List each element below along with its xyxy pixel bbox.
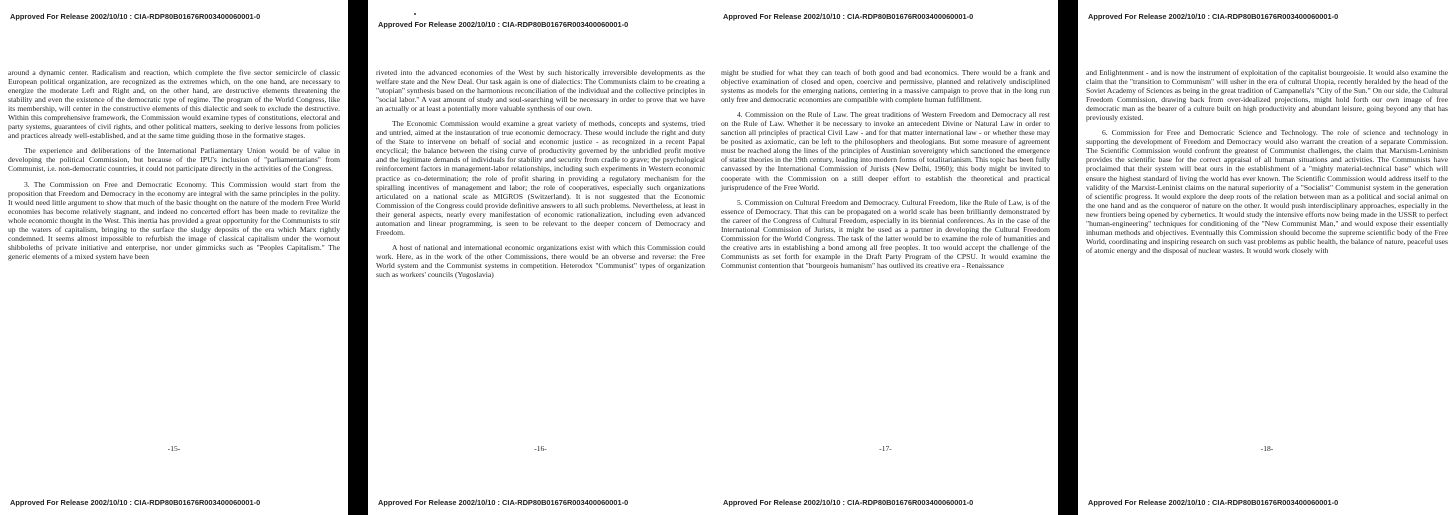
page-body	[8, 68, 340, 267]
document-page-18	[1078, 0, 1456, 515]
scan-speck	[414, 13, 416, 15]
release-footer: Approved For Release 2002/10/10 : CIA-RDP80B01676R003400060001-0	[1088, 498, 1339, 507]
paragraph: might be studied for what they can teach of both good and bad economics. There would be a frank and objective examination of closed and open, coercive and permissive, planned and relatively undisciplined systems as models for the emerging nations, centering in a massive campaign to prove that in the long run only free and democratic economies are compatible with complete human fulfillment.	[721, 68, 1050, 105]
paragraph: The Economic Commission would examine a great variety of methods, concepts and systems, tried and untried, aimed at the instauration of true economic democracy. These would include the right and duty of the State to intervene on behalf of social and economic justice - as recognized in a recent Papal encyclical; the balance between the rising curve of productivity governed by the unbridled profit motive and the legitimate demands of individuals for stability and security from cradle to grave; the psychological reinforcement factors in management-labor relationships, including such experiments in Western economic practice as co-determination; the role of profit sharing in providing a regulatory mechanism for the spiralling incentives of management and labor; the role of cooperatives, especially such organizations articulated on a national scale as MIGROS (Switzerland). It is not suggested that the Economic Commission of the Congress could provide definitive answers to all such problems. Nevertheless, at least in their general aspects, nearly every manifestation of economic rationalization, including even advanced automation and linear programming, is seen to be relevant to the deeper concern of Democracy and Freedom.	[376, 119, 705, 237]
release-footer: Approved For Release 2002/10/10 : CIA-RDP80B01676R003400060001-0	[10, 498, 261, 507]
paragraph: riveted into the advanced economies of the West by such historically irreversible developments as the welfare state and the New Deal. Our task again is one of dialectics: The Communists claim to be creating a "utopian" synthesis based on the harmonious reconciliation of the individual and the collective principles in "social labor." A vast amount of study and soul-searching will be necessary in order to prove that we have an actually or at least a potentially more valuable synthesis of our own.	[376, 68, 705, 114]
paragraph: 6. Commission for Free and Democratic Science and Technology. The role of science and technology in supporting the development of Freedom and Democracy would also warrant the creation of a separate Commission. The Scientific Commission would confront the greatest of Communist challenges, the claim that Marxism-Leninism provides the scientific base for the correct appraisal of all human situations and activities. The Communists have proclaimed that their system will beat ours in the establishment of a "mighty material-technical base" which will ensure the highest standard of living the world has ever known. The Scientific Commission would address itself to the validity of the Marxist-Leninist claims on the natural superiority of a "Socialist" Communist system in the generation of scientific progress. It would explore the deep roots of the relation between man as a political and social animal on the one hand and as the conqueror of nature on the other. It would push interdisciplinary approaches, especially in the new frontiers being opened by cybernetics. It would study the intensive efforts now being made in the USSR to perfect "human-engineering" techniques for conditioning of the "New Communist Man," and would expose their essentially inhuman methods and objectives. Eventually this Commission should become the supreme scientific body of the Free World, coordinating and inspiring research on such vast problems as public health, the balance of nature, peaceful uses of atomic energy and the disposal of nuclear wastes. It would work closely with	[1086, 128, 1448, 255]
release-header: Approved For Release 2002/10/10 : CIA-RDP80B01676R003400060001-0	[378, 20, 629, 29]
document-page-15	[0, 0, 348, 515]
page-body	[376, 68, 705, 285]
paragraph: 5. Commission on Cultural Freedom and Democracy. Cultural Freedom, like the Rule of Law, is of the essence of Democracy. That this can be propagated on a world scale has been brilliantly demonstrated by the career of the Congress of Cultural Freedom, especially in its biennial conferences. As in the case of the International Commission of Jurists, it might be used as a partner in developing the Cultural Freedom Commission for the World Congress. The task of the latter would be to examine the role of humanities and the creative arts in establishing a bond among all free peoples. It too would accept the challenge of the Communists as set forth for example in the Draft Party Program of the CPSU. It would examine the Communist contention that "bourgeois humanism" has outlived its creative era - Renaissance	[721, 197, 1050, 270]
page-gap	[348, 0, 368, 515]
page-number: -16-	[534, 444, 547, 453]
paragraph: and Enlightenment - and is now the instrument of exploitation of the capitalist bourgeoisie. It would also examine the claim that the "transition to Communism" will usher in the era of cultural Utopia, recently heralded by the head of the Soviet Academy of Sciences as being in the great tradition of Campanella's "City of the Sun." On our side, the Cultural Freedom Commission, drawing back from over-idealized projections, might hold forth our own image of free democratic man as the bearer of a culture built on high productivity and abundant leisure, going beyond any that has previously existed.	[1086, 68, 1448, 123]
release-header: Approved For Release 2002/10/10 : CIA-RDP80B01676R003400060001-0	[723, 12, 974, 21]
page-number: -15-	[167, 444, 181, 453]
document-page-17	[713, 0, 1058, 515]
paragraph: The experience and deliberations of the International Parliamentary Union would be of value in developing the political Commission, but because of the IPU's inclusion of "parliamentarians" from Communist, i.e. non-democratic countries, it could not participate directly in the activities of the Congress.	[8, 146, 340, 174]
paragraph: 3. The Commission on Free and Democratic Economy. This Commission would start from the proposition that Freedom and Democracy in the economy are integral with the same principles in the polity. It would need little argument to show that much of the basic thought on the nature of the modern Free World economies has become relatively stagnant, and indeed no concerted effort has been made to revitalize the whole economic thought in the West. This inertia has provided a great opportunity for the Communists to stir up the waters of capitalism, bringing to the surface the sludgy deposits of the era which Marx rightly condemned. It seems almost impossible to refurbish the image of classical capitalism under the wornout shibboleths of private initiative and enterprise, nor under gimmicks such as "Peoples Capitalism." The generic elements of a mixed system have been	[8, 179, 340, 261]
paragraph: around a dynamic center. Radicalism and reaction, which complete the five sector semicircle of classic European political organization, are recognized as the extremes which, on the one hand, are necessary to energize the moderate Left and Right and, on the other hand, are destructive elements threatening the stability and even the existence of the democratic type of regime. The program of the World Congress, like its membership, will center in the constructive elements of this dialectic and seek to exclude the destructive. Within this comprehensive framework, the Commission would examine types of constitutions, electoral and party systems, guarantees of civil rights, and other political matters, seeking to derive lessons from policies and practices already well-established, and at the same time guiding those in the formative stages.	[8, 68, 340, 141]
page-number: -17-	[879, 444, 892, 453]
page-body	[1086, 68, 1448, 261]
document-page-16	[368, 0, 713, 515]
page-gap	[1058, 0, 1078, 515]
paragraph: A host of national and international economic organizations exist with which this Commission could work. Here, as in the work of the other Commissions, there would be an obverse and reverse: the Free World system and the Communist systems in competition. Heterodox "Communist" types of organization such as workers' councils (Yugoslavia)	[376, 242, 705, 279]
page-number: -18-	[1260, 444, 1274, 453]
release-footer: Approved For Release 2002/10/10 : CIA-RDP80B01676R003400060001-0	[378, 498, 629, 507]
release-header: Approved For Release 2002/10/10 : CIA-RDP80B01676R003400060001-0	[1088, 12, 1339, 21]
paragraph: 4. Commission on the Rule of Law. The great traditions of Western Freedom and Democracy all rest on the Rule of Law. Whether it be necessary to invoke an antecedent Divine or Natural Law in order to sanction all principles of practical Civil Law - and for that matter international law - or whether these may be posited as axiomatic, can be left to the philosophers and theologians. But some measure of agreement must be reached along the lines of the principles of Austinian sovereignty which sanctioned the emergence of statist theories in the 19th century, leading into modern forms of totalitarianism. This topic has been fully canvassed by the International Commission of Jurists (New Delhi, 1960); this body might be invited to cooperate with the Commission on a still deeper effort to establish the theoretical and practical jurisprudence of the Free World.	[721, 110, 1050, 192]
release-header: Approved For Release 2002/10/10 : CIA-RDP80B01676R003400060001-0	[10, 12, 261, 21]
page-body	[721, 68, 1050, 276]
release-footer: Approved For Release 2002/10/10 : CIA-RDP80B01676R003400060001-0	[723, 498, 974, 507]
